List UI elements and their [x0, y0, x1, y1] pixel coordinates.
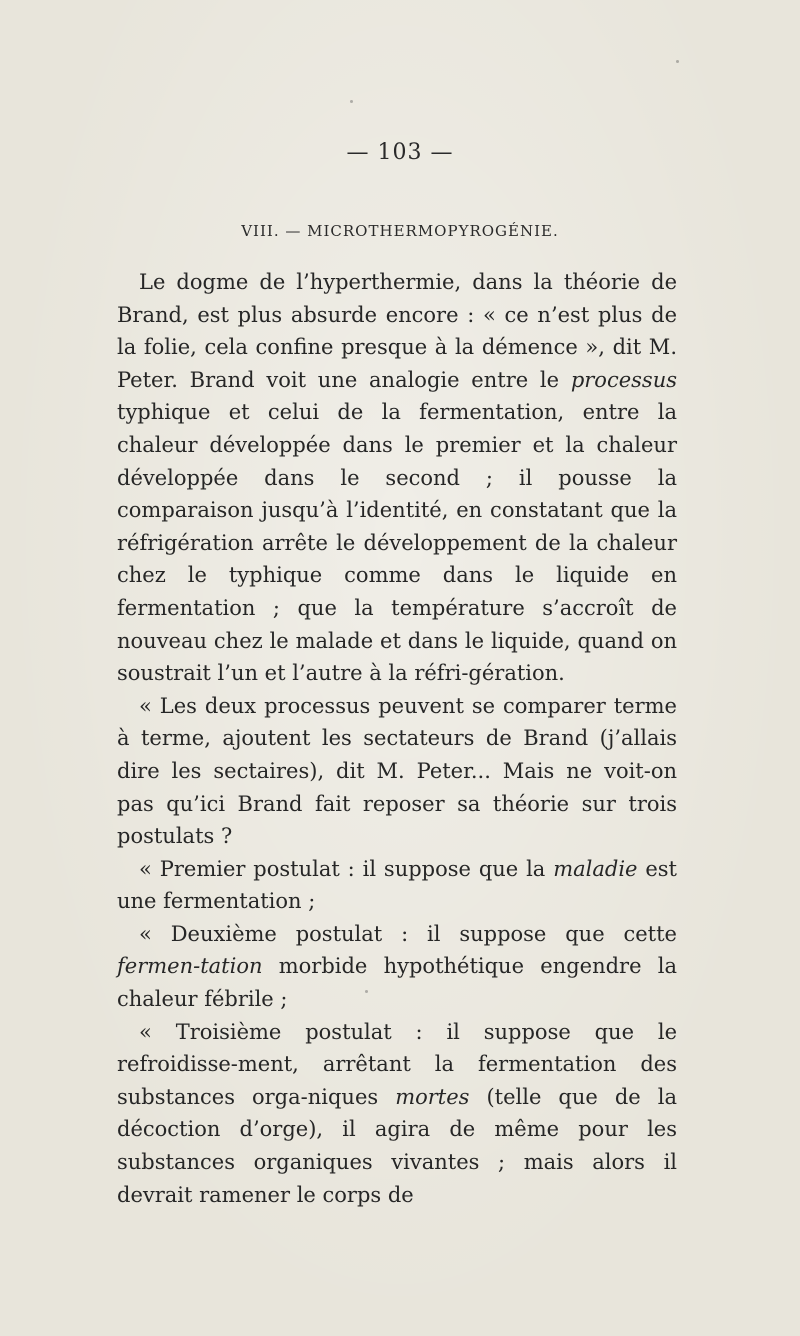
text-run: « Deuxième postulat : il suppose que cette — [139, 921, 677, 946]
text-run: « Les deux processus peuvent se comparer terme à terme, ajoutent les sectateurs de Brand (j’allais dire les sectaires), dit M. Peter... Mais ne voit-on pas qu’ici Brand fait reposer sa théorie sur trois postulats ? — [117, 693, 677, 849]
paragraph — [117, 853, 677, 918]
paragraph — [117, 918, 677, 1016]
text-run: Le dogme de l’hyperthermie, dans la théorie de Brand, est plus absurde encore : « ce n’est plus de la folie, cela confine presque à la démence », dit M. Peter. Brand voit une analogie entre le — [117, 270, 677, 392]
text-run: typhique et celui de la fermentation, entre la chaleur développée dans le premier et la chaleur développée dans le second ; il pousse la comparaison jusqu’à l’identité, en constatant que la réfrigération arrête le développement de la chaleur chez le typhique comme dans le liquide en fermentation ; que la température s’accroît de nouveau chez le malade et dans le liquide, quand on soustrait l’un et l’autre à la réfri-gération. — [117, 400, 677, 686]
page-number: — 103 — — [346, 140, 454, 165]
text-run: « Premier postulat : il suppose que la — [139, 856, 554, 881]
section-heading: VIII. — MICROTHERMOPYROGÉNIE. — [241, 222, 559, 240]
body-text — [117, 266, 677, 1211]
italic-run: processus — [570, 367, 677, 392]
italic-run: maladie — [553, 856, 638, 881]
paragraph — [117, 266, 677, 690]
paper-speck — [350, 100, 353, 103]
paragraph — [117, 1016, 677, 1212]
text-run: est une fermentation ; — [117, 856, 677, 914]
paragraph — [117, 690, 677, 853]
paper-speck — [365, 990, 368, 993]
italic-run: mortes — [395, 1084, 470, 1109]
text-run: morbide hypothétique engendre la chaleur fébrile ; — [117, 954, 677, 1012]
paper-speck — [676, 60, 679, 63]
text-run: (telle que de la décoction d’orge), il agira de même pour les substances organiques vivantes ; mais alors il devrait ramener le corps de — [117, 1084, 678, 1207]
italic-run: fermen-tation — [117, 954, 263, 979]
text-run: « Troisième postulat : il suppose que le refroidisse-ment, arrêtant la fermentation des substances orga-niques — [117, 1019, 677, 1109]
